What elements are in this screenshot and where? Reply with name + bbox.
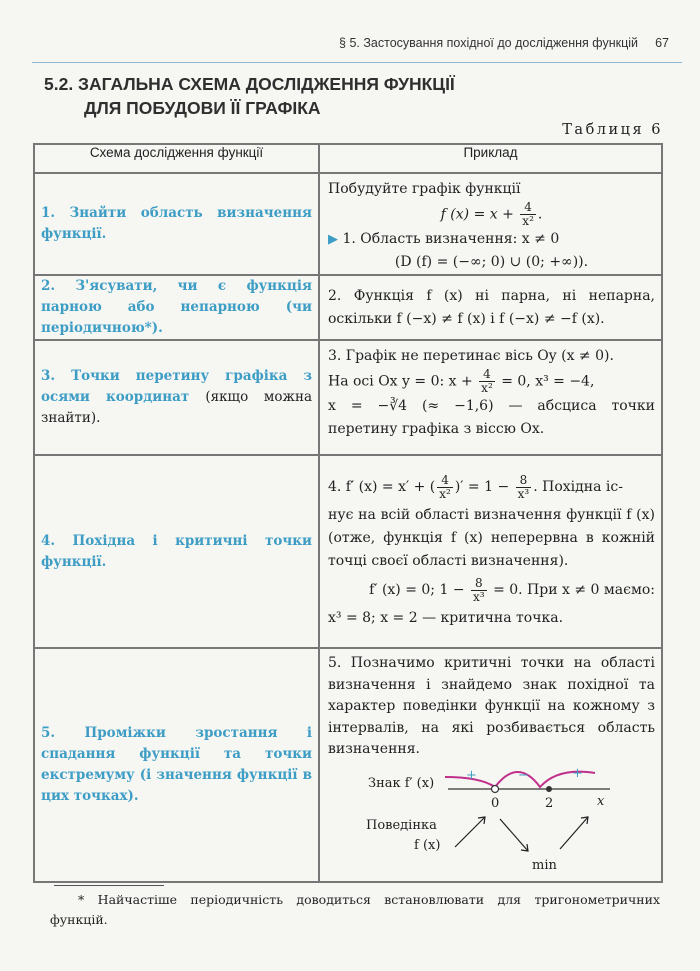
formula-tail: . (537, 206, 543, 223)
equation-part: На осі Ox y = 0: x + (328, 373, 473, 390)
table-row (34, 455, 662, 648)
fraction-denominator: x² (522, 214, 534, 228)
point-two-marker (546, 786, 552, 792)
col-header-example: Приклад (319, 144, 662, 173)
step-text-note: (якщо можна знайти). (41, 389, 312, 426)
example-cell (319, 648, 662, 882)
col-header-scheme: Схема дослідження функції (34, 144, 319, 173)
fraction-numerator: 8 (471, 577, 487, 591)
fraction (520, 201, 536, 228)
running-head (0, 28, 700, 56)
example-intro: Побудуйте графік функції (328, 181, 521, 197)
sign-plus-right: + (572, 765, 583, 781)
example-line (328, 470, 655, 504)
step-cell (34, 173, 319, 275)
sign-label: Знак f′ (x) (368, 775, 435, 791)
fraction-numerator: 4 (520, 201, 536, 215)
equation-part: = 0. При x ≠ 0 маємо: (493, 582, 655, 598)
equation-part: . Похідна іс- (533, 479, 623, 495)
section-title-line1: 5.2. ЗАГАЛЬНА СХЕМА ДОСЛІДЖЕННЯ ФУНКЦІЇ (44, 74, 455, 94)
step-text: 1. Знайти область визначення функції. (41, 205, 312, 242)
step-cell (34, 340, 319, 455)
triangle-marker-icon: ▶ (328, 232, 338, 247)
sign-diagram (320, 761, 620, 881)
fraction-denominator: x³ (517, 486, 530, 501)
example-line (328, 368, 655, 395)
behavior-label: Поведінка (366, 817, 437, 833)
sign-diagram-svg (320, 761, 620, 873)
example-line: x = −∛4 (≈ −1,6) — абсциса точки перетину графіка з віссю Ox. (328, 398, 655, 437)
running-title: § 5. Застосування похідної до дослідження функцій (339, 36, 638, 50)
point-zero-marker (492, 785, 499, 792)
example-cell (319, 340, 662, 455)
example-line (328, 573, 655, 607)
fraction-denominator: x² (439, 486, 451, 501)
domain-set: (D (f) = (−∞; 0) ∪ (0; +∞)). (394, 254, 589, 270)
equation-part: = 0, x³ = −4, (501, 373, 595, 390)
behavior-label-fx: f (x) (414, 837, 441, 853)
footnote: * Найчастіше періодичність доводиться встановлювати для тригонометричних функцій. (50, 892, 660, 927)
example-text: 2. Функція f (x) ні парна, ні непарна, оскільки f (−x) ≠ f (x) і f (−x) ≠ −f (x). (328, 287, 655, 327)
example-line: нує на всій області визначення функції f (x) (отже, функція f (x) неперервна в кожній точці своєї області визначення). (328, 507, 655, 569)
example-formula (328, 201, 655, 228)
sign-minus: − (518, 767, 529, 783)
point-label-zero: 0 (491, 795, 500, 811)
table-row (34, 173, 662, 275)
increasing-arrow-icon (455, 817, 485, 847)
example-cell (319, 455, 662, 648)
fraction-numerator: 4 (479, 368, 495, 382)
fraction (516, 474, 532, 501)
table-header-row (34, 144, 662, 173)
example-text: 5. Позначимо критичні точки на області визначення і знайдемо знак похідної та характер поведінки функції на кожному з інтервалів, на які розбивається область визначення. (328, 655, 655, 757)
table-row (34, 275, 662, 340)
step-text: 4. Похідна і критичні точки функції. (41, 532, 312, 570)
axis-label-x: x (597, 793, 605, 809)
example-line: 3. Графік не перетинає вісь Oy (x ≠ 0). (328, 348, 614, 364)
fraction (479, 368, 495, 395)
increasing-arrow-icon (560, 817, 588, 849)
step-cell (34, 648, 319, 882)
table-row (34, 648, 662, 882)
step-text (35, 366, 318, 429)
domain-line: 1. Область визначення: x ≠ 0 (342, 231, 560, 247)
fraction-denominator: x³ (473, 589, 485, 604)
step-text: 2. З'ясувати, чи є функція парною або непарною (чи періодичною*). (41, 278, 312, 336)
formula-lhs: f (x) = x + (440, 206, 514, 223)
fraction (437, 474, 453, 501)
example-cell (319, 275, 662, 340)
min-label: min (532, 857, 557, 873)
section-title (44, 72, 455, 120)
table-row (34, 340, 662, 455)
footnote-rule (54, 885, 164, 886)
page-number: 67 (655, 36, 669, 50)
fraction (471, 577, 487, 604)
equation-part: f′ (x) = 0; 1 − (369, 582, 465, 598)
example-line (328, 228, 655, 251)
header-rule (32, 62, 682, 63)
point-label-two: 2 (545, 795, 554, 811)
step-text-main: 3. Точки перетину графіка з осями координат (41, 368, 312, 405)
sign-plus-left: + (466, 767, 477, 783)
fraction-numerator: 4 (437, 474, 453, 488)
step-text: 5. Проміжки зростання і спадання функції та точки екстремуму (і значення функції в цих точках). (41, 724, 312, 804)
table-caption: Таблиця 6 (562, 122, 663, 138)
equation-part: )′ = 1 − (454, 479, 510, 495)
fraction-denominator: x² (481, 381, 493, 395)
section-title-line2: ДЛЯ ПОБУДОВИ ЇЇ ГРАФІКА (84, 98, 321, 118)
example-line: x³ = 8; x = 2 — критична точка. (328, 610, 564, 626)
fraction-numerator: 8 (516, 474, 532, 488)
study-scheme-table (33, 143, 663, 883)
equation-part: 4. f′ (x) = x′ + ( (328, 479, 436, 495)
example-cell (319, 173, 662, 275)
decreasing-arrow-icon (500, 819, 528, 851)
step-cell (34, 455, 319, 648)
step-cell (34, 275, 319, 340)
